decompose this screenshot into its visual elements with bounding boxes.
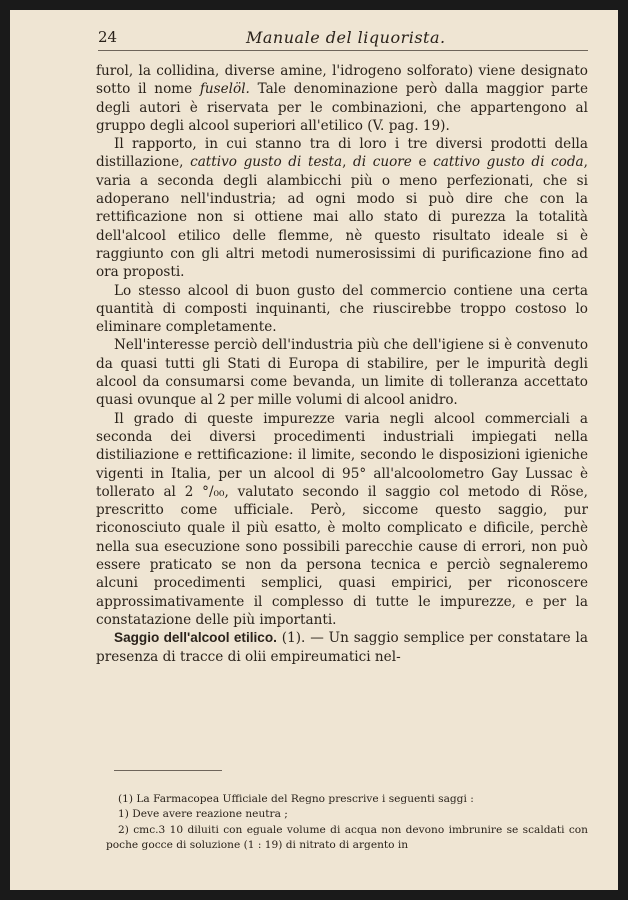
footnote-divider <box>114 770 222 771</box>
paragraph-6 <box>96 629 588 666</box>
paragraph-1-text-b: Tale denominazione però dalla maggior parte degli autori è riservata per le combinazioni, che appartengono al gruppo degli alcool superiori all'etilico (V. pag. 19). <box>96 81 588 134</box>
footnote-line-2: 1) Deve avere reazione neutra ; <box>118 808 288 821</box>
page-header <box>98 20 588 51</box>
footnote-line-1: (1) La Farmacopea Ufficiale del Regno prescrive i seguenti saggi : <box>118 793 474 805</box>
running-title: Manuale del liquorista. <box>246 28 446 47</box>
paragraph-2-text-d: , varia a seconda degli alambicchi più o meno perfezionati, che si adoperano nell'industria; ad ogni modo si può dire che con la rettificazione non si ottiene mai allo stato di purezza la totalità dell'alcool etilico delle flemme, nè questo risultato ideale si è raggiunto con gli altri metodi numerosissimi di purificazione fino ad ora proposti. <box>96 154 588 281</box>
paragraph-1 <box>96 62 588 135</box>
paragraph-2-italic-3: cattivo gusto di coda <box>433 154 584 171</box>
paragraph-2-italic-1: cattivo gusto di testa <box>190 154 343 171</box>
paragraph-5: Il grado di queste impurezze varia negli alcool commerciali a seconda dei diversi procedimenti industriali impiegati nella distiliazione e rettificazione: il limite, secondo le disposizioni igieniche vigenti in Italia, per un alcool di 95° all'alcoolometro Gay Lussac è tollerato al 2 °/₀₀, valutato secondo il saggio col metodo di Röse, prescritto come ufficiale. Però, siccome questo saggio, pur riconosciuto quale il più esatto, è molto complicato e dificile, perchè nella sua esecuzione sono possibili parecchie cause di errori, non può essere praticato se non da persona tecnica e perciò segnaleremo alcuni procedimenti semplici, quasi empirici, per riconoscere approssimativamente il complesso di tutte le impurezze, e per la constatazione delle più importanti. <box>96 410 588 628</box>
paragraph-2-text-b: , <box>342 154 354 171</box>
paragraph-2 <box>96 135 588 281</box>
paragraph-2-text-c: e <box>411 154 434 171</box>
footnotes <box>106 792 588 854</box>
paragraph-6-text: (1). — Un saggio semplice per constatare la presenza di tracce di olii empireumatici nel- <box>96 630 588 665</box>
paragraph-1-italic: fuselöl. <box>199 81 250 98</box>
page-number: 24 <box>98 28 118 46</box>
footnote-line-3: 2) cmc.3 10 diluiti con eguale volume di acqua non devono imbrunire se scaldati con poche gocce di soluzione (1 : 19) di nitrato di argento in <box>106 823 588 852</box>
paragraph-1-text-a: furol, la collidina, diverse amine, l'idrogeno solforato) viene designato sotto il nome <box>96 63 588 98</box>
paragraph-3: Lo stesso alcool di buon gusto del commercio contiene una certa quantità di composti inquinanti, che riuscirebbe troppo costoso lo eliminare completamente. <box>96 282 588 336</box>
book-page <box>10 10 618 890</box>
section-heading: Saggio dell'alcool etilico. <box>114 630 277 646</box>
paragraph-2-text-a: Il rapporto, in cui stanno tra di loro i tre diversi prodotti della distillazione, <box>96 136 588 171</box>
paragraph-4: Nell'interesse perciò dell'industria più che dell'igiene si è convenuto da quasi tutti gli Stati di Europa di stabilire, per le impurità degli alcool da consumarsi come bevanda, un limite di tolleranza accettato quasi ovunque al 2 per mille volumi di alcool anidro. <box>96 337 588 409</box>
paragraph-2-italic-2: di cuore <box>353 154 412 171</box>
body-text <box>96 62 588 666</box>
